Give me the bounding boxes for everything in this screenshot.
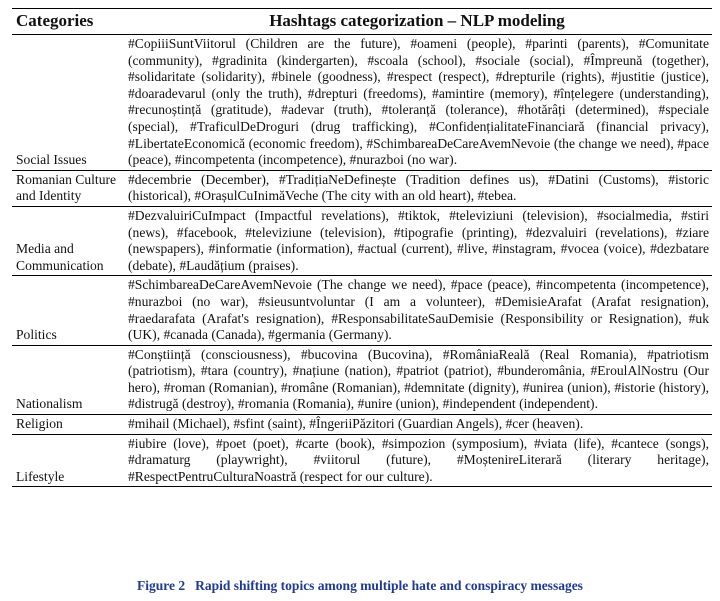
figure-label: Figure 2 — [137, 578, 186, 593]
figure-caption — [0, 578, 720, 594]
row-category: Politics — [12, 276, 126, 345]
header-hashtags: Hashtags categorization – NLP modeling — [126, 9, 712, 35]
table-row — [12, 345, 712, 414]
table-row — [12, 170, 712, 206]
row-hashtags: #decembrie (December), #TradițiaNeDefinește (Tradition defines us), #Datini (Customs), #istoric (historical), #OrașulCuInimăVeche (The city with an old heart), #tebea. — [126, 170, 712, 206]
row-hashtags: #Conștiință (consciousness), #bucovina (Bucovina), #RomâniaReală (Real Romania), #patriotism (patriotism), #tara (country), #națiune (nation), #patriot (patriot), #bunderomânia, #EroulAlNostru (Our hero), #roman (Romanian), #române (Romanian), #demnitate (dignity), #unirea (union), #istorie (history), #distrugă (destroy), #romania (Romania), #unire (union), #independent (independent). — [126, 345, 712, 414]
row-category: Nationalism — [12, 345, 126, 414]
row-category: Religion — [12, 415, 126, 435]
header-categories: Categories — [12, 9, 126, 35]
hashtag-table — [12, 8, 712, 487]
row-category: Media and Communication — [12, 206, 126, 275]
row-hashtags: #CopiiiSuntViitorul (Children are the future), #oameni (people), #parinti (parents), #Comunitate (community), #gradinita (kindergarten), #scoala (school), #sociale (social), #Împreună (together), #solidaritate (solidarity), #binele (goodness), #respect (respect), #drepturile (rights), #justitie (justice), #doaradevarul (only the truth), #drepturi (freedoms), #amintire (memory), #înțelegere (understanding), #recunoștință (gratitude), #adevar (truth), #toleranță (tolerance), #hotărâți (determined), #speciale (special), #TraficulDeDroguri (drug trafficking), #ConfidențialitateFinanciară (financial privacy), #LibertateEconomică (economic freedom), #SchimbareaDeCareAvemNevoie (the change we need), #pace (peace), #incompetenta (incompetence), #nurazboi (no war). — [126, 35, 712, 171]
row-hashtags: #iubire (love), #poet (poet), #carte (book), #simpozion (symposium), #viata (life), #cantece (songs), #dramaturg (playwright), #viitorul (future), #MoștenireLiterară (literary heritage), #RespectPentruCulturaNoastră (respect for our culture). — [126, 434, 712, 487]
table-row — [12, 206, 712, 275]
row-category: Social Issues — [12, 35, 126, 171]
row-category: Lifestyle — [12, 434, 126, 487]
table-row — [12, 276, 712, 345]
table-row — [12, 434, 712, 487]
row-hashtags: #DezvaluiriCuImpact (Impactful revelations), #tiktok, #televiziuni (television), #socialmedia, #stiri (news), #facebook, #televiziune (television), #tipografie (printing), #dezvaluiri (revelations), #ziare (newspapers), #informatie (information), #actual (current), #live, #instagram, #vocea (voice), #dezbatare (debate), #Laudățium (praises). — [126, 206, 712, 275]
figure-caption-text: Rapid shifting topics among multiple hate and conspiracy messages — [195, 578, 583, 593]
row-hashtags: #SchimbareaDeCareAvemNevoie (The change we need), #pace (peace), #incompetenta (incompetence), #nurazboi (no war), #sieusuntvoluntar (I am a volunteer), #DemisieArafat (Arafat resignation), #raedarafata (Arafat's resignation), #ResponsabilitateSauDemisie (Responsibility or Resignation), #uk (UK), #canada (Canada), #germania (Germany). — [126, 276, 712, 345]
table-header-row — [12, 9, 712, 35]
table-row — [12, 35, 712, 171]
table-row — [12, 415, 712, 435]
row-category: Romanian Culture and Identity — [12, 170, 126, 206]
row-hashtags: #mihail (Michael), #sfint (saint), #ÎngeriiPăzitori (Guardian Angels), #cer (heaven). — [126, 415, 712, 435]
